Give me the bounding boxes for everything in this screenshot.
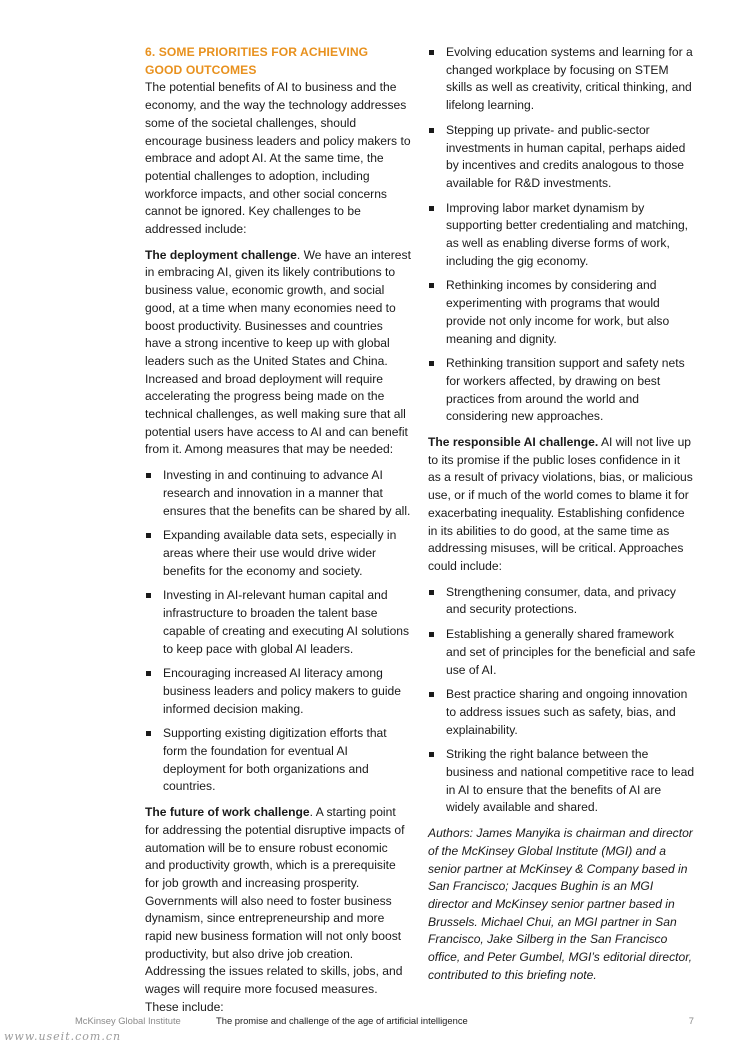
future-of-work-text: . A starting point for addressing the potential disruptive impacts of automation will be to ensure robust economic and productivity growth, which is a prerequisite for job growth and increasing prosperity. Governments will also need to foster business dynamism, since entrepreneurship and more rapid new business formation will not only boost productivity, but also drive job creation. Addressing the issues related to skills, jobs, and wages will require more focused measures. These include: bbox=[145, 805, 405, 1014]
bullet-item: Best practice sharing and ongoing innovation to address issues such as safety, bias, and explainability. bbox=[428, 686, 696, 739]
future-of-work-lead: The future of work challenge bbox=[145, 805, 310, 820]
right-column bbox=[428, 44, 696, 992]
bullet-item: Strengthening consumer, data, and privacy and security protections. bbox=[428, 584, 696, 619]
page-footer bbox=[0, 1014, 744, 1028]
bullet-item: Rethinking transition support and safety nets for workers affected, by drawing on best practices from around the world and considering new approaches. bbox=[428, 355, 696, 426]
watermark: www.useit.com.cn bbox=[4, 1030, 122, 1043]
future-of-work-paragraph bbox=[145, 804, 411, 1016]
bullet-item: Stepping up private- and public-sector investments in human capital, perhaps aided by incentives and credits analogous to those available for R&D investments. bbox=[428, 122, 696, 193]
left-column bbox=[145, 44, 411, 1025]
responsible-ai-bullet-list bbox=[428, 584, 696, 817]
bullet-item: Expanding available data sets, especially in areas where their use would drive wider benefits for the economy and society. bbox=[145, 527, 411, 580]
future-of-work-bullet-list bbox=[428, 44, 696, 426]
section-heading-line-1: 6. SOME PRIORITIES FOR ACHIEVING bbox=[145, 45, 369, 59]
footer-org: McKinsey Global Institute bbox=[75, 1015, 181, 1026]
deployment-lead: The deployment challenge bbox=[145, 247, 297, 262]
authors-note: Authors: James Manyika is chairman and director of the McKinsey Global Institute (MGI) and a senior partner at McKinsey & Company based in San Francisco; Jacques Bughin is an MGI director and McKinsey senior partner based in Brussels. Michael Chui, an MGI partner in San Francisco, Jake Silberg in the San Francisco office, and Peter Gumbel, MGI’s editorial director, contributed to this briefing note. bbox=[428, 826, 693, 982]
section-heading-line-2: GOOD OUTCOMES bbox=[145, 62, 257, 77]
deployment-text: . We have an interest in embracing AI, given its likely contributions to business value, economic growth, and social good, at a time when many economies need to boost productivity. Businesses and countries have a strong incentive to keep up with global leaders such as the United States and China. Increased and broad deployment will require accelerating the progress being made on the technical challenges, as well making sure that all potential users have access to AI and can benefit from it. Among measures that may be needed: bbox=[145, 247, 411, 457]
bullet-item: Evolving education systems and learning for a changed workplace by focusing on STEM skills as well as creativity, critical thinking, and lifelong learning. bbox=[428, 44, 696, 115]
bullet-item: Improving labor market dynamism by supporting better credentialing and matching, as well as enabling diverse forms of work, including the gig economy. bbox=[428, 200, 696, 271]
responsible-ai-paragraph bbox=[428, 434, 696, 576]
responsible-ai-text: AI will not live up to its promise if the public loses confidence in it as a result of privacy violations, bias, or malicious use, or if much of the world comes to blame it for exacerbating inequality. Establishing confidence in its abilities to do good, at the same time as addressing misuses, will be critical. Approaches could include: bbox=[428, 435, 693, 573]
responsible-ai-lead: The responsible AI challenge. bbox=[428, 435, 599, 450]
bullet-item: Encouraging increased AI literacy among business leaders and policy makers to guide informed decision making. bbox=[145, 665, 411, 718]
section-heading bbox=[145, 44, 411, 79]
deployment-bullet-list bbox=[145, 467, 411, 796]
intro-paragraph: The potential benefits of AI to business and the economy, and the way the technology addresses some of the societal challenges, should encourage business leaders and policy makers to embrace and adopt AI. At the same time, the potential challenges to adoption, including workforce impacts, and other social concerns cannot be ignored. Key challenges to be addressed include: bbox=[145, 80, 411, 237]
bullet-item: Establishing a generally shared framework and set of principles for the beneficial and safe use of AI. bbox=[428, 626, 696, 679]
bullet-item: Striking the right balance between the business and national competitive race to lead in AI to ensure that the benefits of AI are widely available and shared. bbox=[428, 746, 696, 817]
bullet-item: Investing in and continuing to advance AI research and innovation in a manner that ensures that the benefits can be shared by all. bbox=[145, 467, 411, 520]
bullet-item: Investing in AI-relevant human capital and infrastructure to broaden the talent base capable of creating and executing AI solutions to keep pace with global AI leaders. bbox=[145, 587, 411, 658]
bullet-item: Supporting existing digitization efforts that form the foundation for eventual AI deployment for both organizations and countries. bbox=[145, 725, 411, 796]
footer-title: The promise and challenge of the age of artificial intelligence bbox=[216, 1015, 468, 1026]
bullet-item: Rethinking incomes by considering and experimenting with programs that would provide not only income for work, but also meaning and dignity. bbox=[428, 277, 696, 348]
deployment-paragraph bbox=[145, 247, 411, 459]
page-number: 7 bbox=[688, 1015, 694, 1026]
